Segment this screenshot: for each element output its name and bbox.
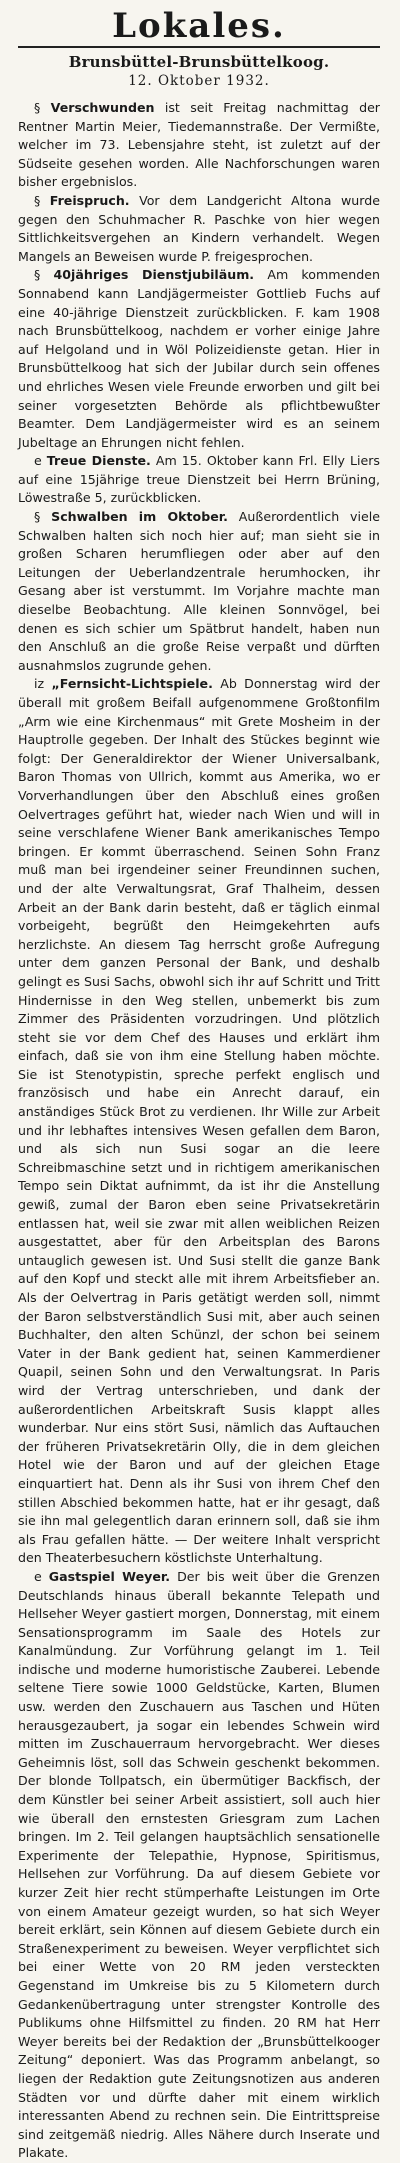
news-item-freispruch (18, 192, 380, 266)
item-mark: e (34, 1568, 42, 1584)
item-headline: „Fernsicht-Lichtspiele. (51, 676, 213, 692)
item-body: ist seit Freitag nachmittag der Rentner Martin Meier, Tiedemannstraße. Der Vermißte, welcher im 73. Lebensjahre steht, ist zuletzt auf der Südseite gesehen worden. Alle Nachforschungen waren bisher ergebnislos. (18, 100, 380, 190)
item-headline: Schwalben im Oktober. (51, 509, 228, 525)
section-title: Lokales. (112, 6, 286, 46)
news-item-schwalben (18, 508, 380, 675)
title-rule (18, 46, 380, 48)
news-item-lichtspiele (18, 675, 380, 1568)
place-heading: Brunsbüttel-Brunsbüttelkoog. (68, 53, 330, 71)
item-mark: iz (34, 676, 45, 692)
item-headline: 40jähriges Dienstjubiläum. (53, 267, 255, 283)
masthead (18, 6, 380, 91)
item-mark: § (34, 509, 41, 525)
item-mark: § (34, 192, 41, 208)
item-headline: Verschwunden (50, 100, 155, 115)
item-headline: Treue Dienste. (46, 453, 151, 469)
item-mark: e (34, 453, 42, 469)
item-body: Vor dem Landgericht Altona wurde gegen den Schuhmacher R. Paschke von hier wegen Sittlichkeitsvergehen an Kindern verhandelt. Wegen Mangels an Beweisen wurde P. freigesprochen. (18, 192, 380, 264)
news-column (18, 99, 380, 2163)
item-headline: Gastspiel Weyer. (48, 1568, 171, 1584)
news-item-gastspiel-weyer (18, 1568, 380, 2163)
item-mark: § (34, 267, 41, 283)
item-body: Der bis weit über die Grenzen Deutschlands hinaus überall bekannte Telepath und Hellseher Weyer gastiert morgen, Donnerstag, mit einem Sensationsprogramm im Saale des Hotels zur Kanalmündung. Zur Vorführung gelangt im 1. Teil indische und moderne humoristische Zauberei. Lebende seltene Tiere sowie 1000 Geldstücke, Karten, Blumen usw. werden den Zuschauern aus Taschen und Hüten herausgezaubert, ja sogar ein lebendes Schwein wird mitten im Zuschauerraum hervorgebracht. Wer dieses Geheimnis löst, soll das Schwein geschenkt bekommen. Der blonde Tollpatsch, ein übermütiger Backfisch, der dem Künstler bei seiner Arbeit assistiert, soll auch hier wie überall den ernstesten Griesgram zum Lachen bringen. Im 2. Teil gelangen hauptsächlich sensationelle Experimente der Telepathie, Hypnose, Spiritismus, Hellsehen zur Vorführung. Da auf diesem Gebiete vor kurzer Zeit hier recht stümperhafte Leistungen im Orte von einem Amateur gezeigt wurden, so hat sich Weyer bereit erklärt, sein Können auf diesem Gebiete durch ein Straßenexperiment zu beweisen. Weyer verpflichtet sich bei einer Wette von 20 RM jeden versteckten Gegenstand im Umkreise bis zu 5 Kilometern durch Gedankenübertragung unter strengster Kontrolle des Publikums ohne Hilfsmittel zu finden. 20 RM hat Herr Weyer bereits bei der Redaktion der „Brunsbüttelkooger Zeitung“ deponiert. Was das Programm anbelangt, so liegen der Redaktion gute Zeitungsnotizen aus anderen Städten vor und dürfte daher mit einem wirklich interessanten Abend zu rechnen sein. Die Eintrittspreise sind zeitgemäß niedrig. Alles Nähere durch Inserate und Plakate. (18, 1568, 380, 2161)
item-body: Außerordentlich viele Schwalben halten sich noch hier auf; man sieht sie in großen Scharen herumfliegen oder aber auf den Leitungen der Ueberlandzentrale herumhocken, ihr Gesang aber ist verstummt. Im Vorjahre machte man dieselbe Beobachtung. Alle kleinen Sonnvögel, bei denen es sich schier um Spätbrut handelt, haben nun den Anschluß an die große Reise verpaßt und dürften ausnahmslos zugrunde gehen. (18, 509, 380, 673)
item-body: Am kommenden Sonnabend kann Landjägermeister Gottlieb Fuchs auf eine 40-jährige Dienstzeit zurückblicken. F. kam 1908 nach Brunsbüttelkoog, nachdem er vorher einige Jahre auf Helgoland und in Wöl Polizeidienste getan. Hier in Brunsbüttelkoog hat sich der Jubilar durch sein offenes und ehrliches Wesen viele Freunde erworben und gilt bei seiner vorgesetzten Behörde als pflichtbewußter Beamter. Dem Landjägermeister wird es an seinem Jubeltage an Ehrungen nicht fehlen. (18, 267, 380, 450)
news-item-dienstjubilaeum (18, 266, 380, 452)
item-mark: § (34, 100, 41, 115)
news-item-treue-dienste (18, 452, 380, 508)
dateline: 12. Oktober 1932. (128, 73, 270, 89)
item-headline: Freispruch. (49, 192, 130, 208)
news-item-verschwunden (18, 99, 380, 192)
item-body: Ab Donnerstag wird der überall mit großem Beifall aufgenommene Großtonfilm „Arm wie eine Kirchenmaus“ mit Grete Mosheim in der Hauptrolle gegeben. Der Inhalt des Stückes beginnt wie folgt: Der Generaldirektor der Wiener Universalbank, Baron Thomas von Ullrich, kommt aus Amerika, wo er Vorverhandlungen über den Abschluß eines großen Oelvertrages geführt hat, wieder nach Wien und will in seine verschlafene Wiener Bank amerikanisches Tempo bringen. Er kommt überraschend. Seinen Sohn Franz muß man bei irgendeiner seiner Freundinnen suchen, und der alte Verwaltungsrat, Graf Thalheim, dessen Arbeit an der Bank darin besteht, daß er täglich einmal vorbeigeht, begrüßt den Heimgekehrten aufs herzlichste. An diesem Tag herrscht große Aufregung unter dem ganzen Personal der Bank, und deshalb gelingt es Susi Sachs, obwohl sich ihr auf Schritt und Tritt Hindernisse in den Weg stellen, unbemerkt bis zum Zimmer des Präsidenten vorzudringen. Und plötzlich steht sie vor dem Chef des Hauses und erklärt ihm einfach, daß sie von ihm eine Stellung haben möchte. Sie ist Stenotypistin, spreche perfekt englisch und französisch und habe ein Anrecht darauf, ein anständiges Stück Brot zu verdienen. Ihr Wille zur Arbeit und ihr lebhaftes intensives Wesen gefallen dem Baron, und als sich nun Susi sogar an die leere Schreibmaschine setzt und in richtigem amerikanischen Tempo sein Diktat aufnimmt, da ist ihr die Anstellung gewiß, zumal der Baron eben seine Privatsekretärin entlassen hat, weil sie zwar mit allen weiblichen Reizen ausgestattet, aber für den Arbeitsplan des Barons untauglich gewesen ist. Und Susi stellt die ganze Bank auf den Kopf und steckt alle mit ihrem Arbeitsfieber an. Als der Oelvertrag in Paris getätigt werden soll, nimmt der Baron selbstverständlich Susi mit, aber auch seinen Buchhalter, den alten Schünzl, der schon bei seinem Vater in der Bank gedient hat, seinen Kammerdiener Quapil, seinen Sohn und den Verwaltungsrat. In Paris wird der Vertrag unterschrieben, und dank der außerordentlichen Arbeitskraft Susis klappt alles wunderbar. Nur eins stört Susi, nämlich das Auftauchen der früheren Privatsekretärin Olly, die in dem gleichen Hotel wie der Baron und auf der gleichen Etage einquartiert hat. Denn als ihr Susi von ihrem Chef den stillen Abschied bekommen hatte, hat er ihr gesagt, daß sie ihn mal gelegentlich daran erinnern soll, daß sie ihm als Frau gefallen hätte. — Der weitere Inhalt verspricht den Theaterbesuchern köstlichste Unterhaltung. (18, 676, 380, 1566)
item-body: Am 15. Oktober kann Frl. Elly Liers auf eine 15jährige treue Dienstzeit bei Herrn Brüning, Löwestraße 5, zurückblicken. (18, 453, 380, 506)
